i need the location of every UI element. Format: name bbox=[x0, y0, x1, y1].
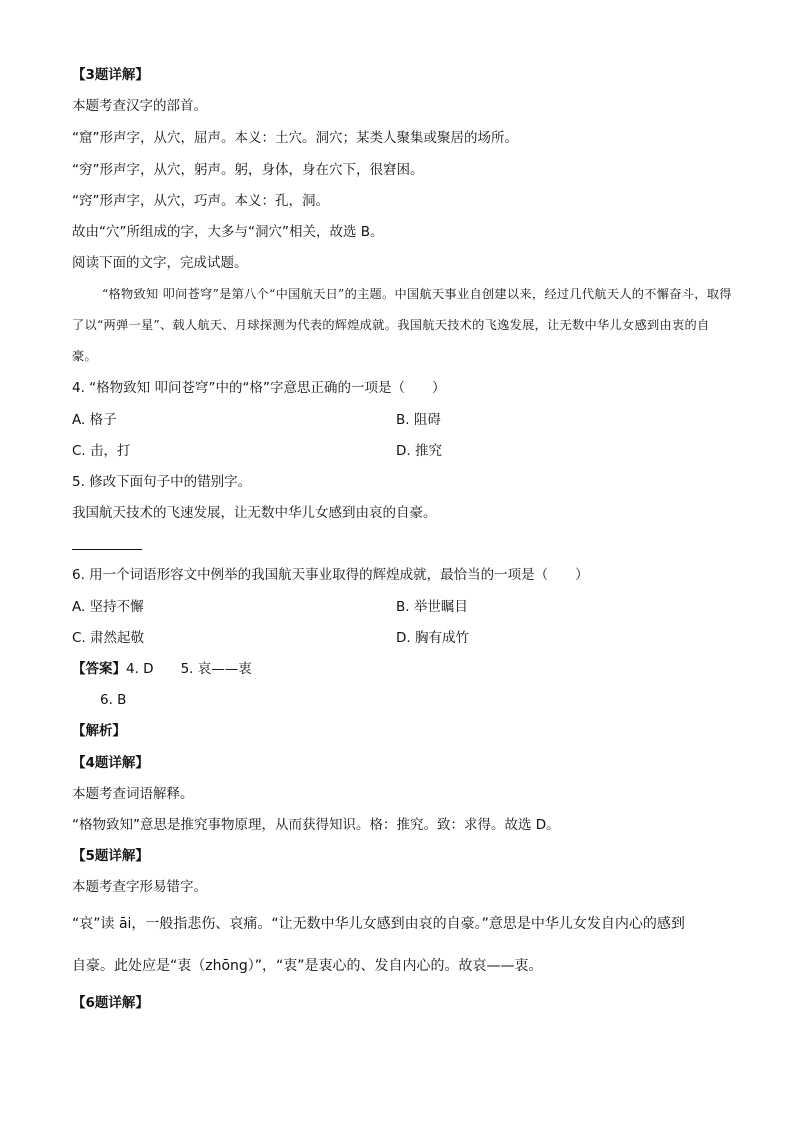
q3-line-1: “窟”形声字，从穴，屈声。本义：土穴。洞穴；某类人聚集或聚居的场所。 bbox=[72, 130, 518, 146]
q5-sentence: 我国航天技术的飞速发展，让无数中华儿女感到由哀的自豪。 bbox=[72, 505, 437, 521]
q4-detail-heading: 【4题详解】 bbox=[72, 755, 149, 771]
q4-option-a: A. 格子 bbox=[72, 412, 117, 428]
answer-row bbox=[72, 659, 252, 679]
reading-instruction: 阅读下面的文字，完成试题。 bbox=[72, 255, 248, 271]
q4-option-c: C. 击，打 bbox=[72, 443, 131, 459]
q5-detail-intro: 本题考查字形易错字。 bbox=[72, 879, 207, 895]
q4-option-b: B. 阻碍 bbox=[396, 412, 441, 428]
answer-line-1: 4. D 5. 哀——衷 bbox=[126, 661, 252, 677]
q5-detail-body-1: “哀”读 āi，一般指悲伤、哀痛。“让无数中华儿女感到由哀的自豪。”意思是中华儿女发自内心的感到 bbox=[72, 916, 685, 932]
q6-stem: 6. 用一个词语形容文中例举的我国航天事业取得的辉煌成就，最恰当的一项是（ ） bbox=[72, 567, 589, 583]
q4-stem: 4. “格物致知 叩问苍穹”中的“格”字意思正确的一项是（ ） bbox=[72, 380, 446, 396]
q6-detail-heading: 【6题详解】 bbox=[72, 995, 149, 1011]
analysis-label: 【解析】 bbox=[72, 723, 126, 739]
q4-detail-body: “格物致知”意思是推究事物原理，从而获得知识。格：推究。致：求得。故选 D。 bbox=[72, 817, 560, 833]
q3-heading: 【3题详解】 bbox=[72, 67, 149, 83]
q3-intro: 本题考查汉字的部首。 bbox=[72, 98, 207, 114]
answer-label: 【答案】 bbox=[72, 661, 126, 677]
q5-stem: 5. 修改下面句子中的错别字。 bbox=[72, 474, 252, 490]
q6-option-d: D. 胸有成竹 bbox=[396, 630, 469, 646]
q4-option-d: D. 推究 bbox=[396, 443, 442, 459]
reading-passage bbox=[72, 279, 732, 372]
q6-option-c: C. 肃然起敬 bbox=[72, 630, 145, 646]
q4-detail-intro: 本题考查词语解释。 bbox=[72, 786, 194, 802]
q5-detail-heading: 【5题详解】 bbox=[72, 848, 149, 864]
q6-option-a: A. 坚持不懈 bbox=[72, 599, 144, 615]
q5-detail-body-2: 自豪。此处应是“衷（zhōng）”，“衷”是衷心的、发自内心的。故哀——衷。 bbox=[72, 958, 543, 974]
q3-line-3: “窍”形声字，从穴，巧声。本义：孔，洞。 bbox=[72, 193, 329, 209]
q6-option-b: B. 举世瞩目 bbox=[396, 599, 468, 615]
passage-text: “格物致知 叩问苍穹”是第八个“中国航天日”的主题。中国航天事业自创建以来，经过几代航天人的不懈奋斗，取得了以“两弹一星”、载人航天、月球探测为代表的辉煌成就。我国航天技术的飞逸发展，让无数中华儿女感到由衷的自豪。 bbox=[72, 287, 732, 363]
answer-blank bbox=[72, 549, 142, 550]
q3-line-2: “穷”形声字，从穴，躬声。躬，身体，身在穴下，很窘困。 bbox=[72, 162, 424, 178]
q3-conclusion: 故由“穴”所组成的字，大多与“洞穴”相关，故选 B。 bbox=[72, 224, 384, 240]
answer-line-2: 6. B bbox=[100, 692, 127, 708]
